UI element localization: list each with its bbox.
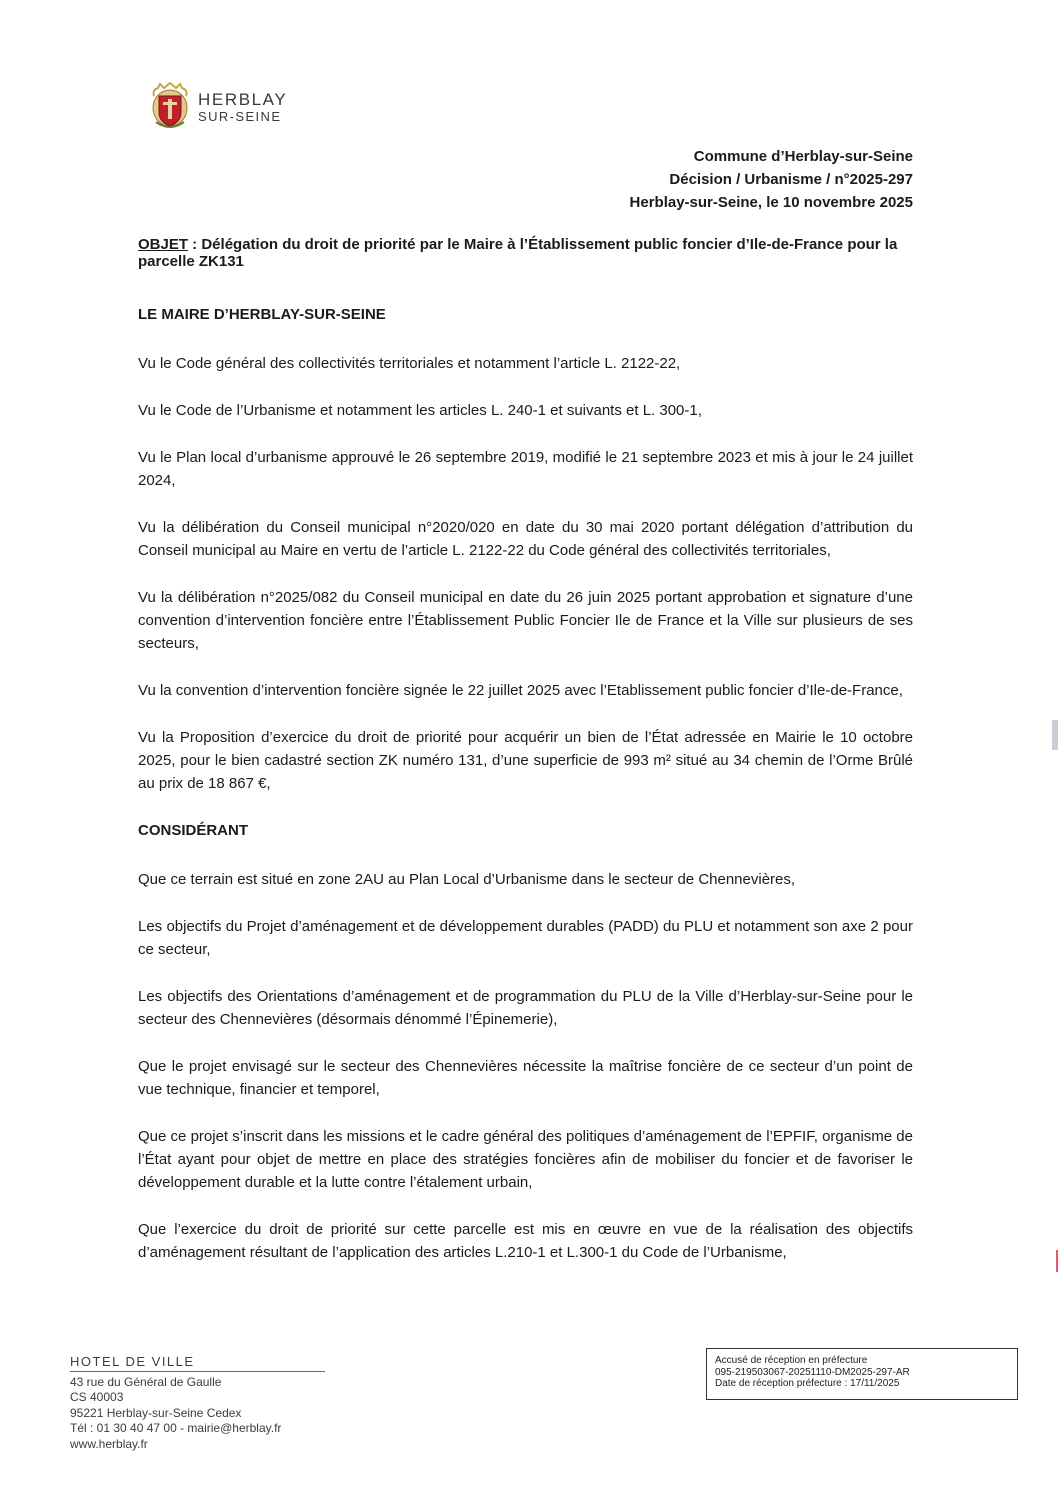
vu-paragraph: Vu le Plan local d’urbanisme approuvé le 26 septembre 2019, modifié le 21 septembre 2023 et mis à jour le 24 juillet 2024,: [138, 449, 913, 489]
vu-paragraph: Vu la Proposition d’exercice du droit de priorité pour acquérir un bien de l’État adressée en Mairie le 10 octobre 2025, pour le bien cadastré section ZK numéro 131, d’une superficie de 993 m² situé au 34 chemin de l’Orme Brûlé au prix de 18 867 €,: [138, 729, 913, 792]
prefecture-receipt-stamp: [706, 1348, 1018, 1400]
vu-paragraph: Vu la délibération n°2025/082 du Conseil municipal en date du 26 juin 2025 portant approbation et signature d’une convention d’intervention foncière entre l’Établissement Public Foncier Ile de France et la Ville sur plusieurs de ses secteurs,: [138, 589, 913, 652]
header-decision-number: Décision / Urbanisme / n°2025-297: [669, 171, 913, 188]
receipt-title: Accusé de réception en préfecture: [715, 1355, 868, 1366]
vu-paragraph: Vu le Code général des collectivités territoriales et notamment l’article L. 2122-22,: [138, 355, 681, 372]
header-commune: Commune d’Herblay-sur-Seine: [693, 148, 913, 165]
footer-street: 43 rue du Général de Gaulle: [70, 1374, 222, 1389]
footer-city: 95221 Herblay-sur-Seine Cedex: [70, 1405, 242, 1420]
footer-title: HOTEL DE VILLE: [70, 1354, 325, 1372]
vu-paragraph: Vu la délibération du Conseil municipal n°2020/020 en date du 30 mai 2020 portant délégation d’attribution du Conseil municipal au Maire en vertu de l’article L. 2122-22 du Code général des collectivités territoriales,: [138, 519, 913, 559]
footer-cs: CS 40003: [70, 1390, 124, 1404]
header-place-date: Herblay-sur-Seine, le 10 novembre 2025: [629, 194, 913, 211]
logo-name-line2: SUR-SEINE: [198, 109, 282, 124]
document-body: [138, 236, 913, 1288]
objet-line: [138, 236, 913, 270]
vu-paragraph: Vu la convention d’intervention foncière signée le 22 juillet 2025 avec l’Etablissement public foncier d’Ile-de-France,: [138, 682, 903, 699]
considerant-paragraph: Que l’exercice du droit de priorité sur cette parcelle est mis en œuvre en vue de la réalisation des objectifs d’aménagement résultant de l’application des articles L.210-1 et L.300-1 du Code de l’Urbanisme,: [138, 1221, 913, 1261]
considerant-paragraph: Que le projet envisagé sur le secteur des Chennevières nécessite la maîtrise foncière de ce secteur d’un point de vue technique, financier et temporel,: [138, 1058, 913, 1098]
scan-edge-mark: [1052, 720, 1058, 750]
receipt-date: Date de réception préfecture : 17/11/2025: [715, 1378, 900, 1389]
objet-label: OBJET: [138, 236, 189, 253]
considerant-paragraph: Les objectifs du Projet d’aménagement et de développement durables (PADD) du PLU et notamment son axe 2 pour ce secteur,: [138, 918, 913, 958]
considerant-paragraph: Que ce projet s’inscrit dans les missions et le cadre général des politiques d’aménagement de l’EPFIF, organisme de l’État ayant pour objet de mettre en place des stratégies foncières afin de mobiliser du foncier et de favoriser le développement durable et la lutte contre l’étalement urbain,: [138, 1128, 913, 1191]
herblay-crest-icon: [148, 82, 192, 132]
document-header: [630, 145, 913, 214]
considerant-paragraph: Que ce terrain est situé en zone 2AU au Plan Local d’Urbanisme dans le secteur de Chennevières,: [138, 871, 796, 888]
vu-paragraph: Vu le Code de l’Urbanisme et notamment les articles L. 240-1 et suivants et L. 300-1,: [138, 402, 702, 419]
footer-website[interactable]: www.herblay.fr: [70, 1436, 148, 1451]
receipt-reference: 095-219503067-20251110-DM2025-297-AR: [715, 1366, 910, 1378]
objet-text: : Délégation du droit de priorité par le Maire à l’Établissement public foncier d’Ile-de-France pour la parcelle ZK131: [138, 236, 898, 270]
footer-contact: Tél : 01 30 40 47 00 - mairie@herblay.fr: [70, 1421, 282, 1435]
heading-maire: LE MAIRE D’HERBLAY-SUR-SEINE: [138, 306, 386, 323]
heading-considerant: CONSIDÉRANT: [138, 822, 249, 839]
herblay-logo: [148, 82, 287, 132]
logo-name-line1: HERBLAY: [198, 90, 288, 109]
footer-address: [70, 1354, 325, 1452]
considerant-paragraph: Les objectifs des Orientations d’aménagement et de programmation du PLU de la Ville d’Herblay-sur-Seine pour le secteur des Chennevières (désormais dénommé l’Épinemerie),: [138, 988, 913, 1028]
